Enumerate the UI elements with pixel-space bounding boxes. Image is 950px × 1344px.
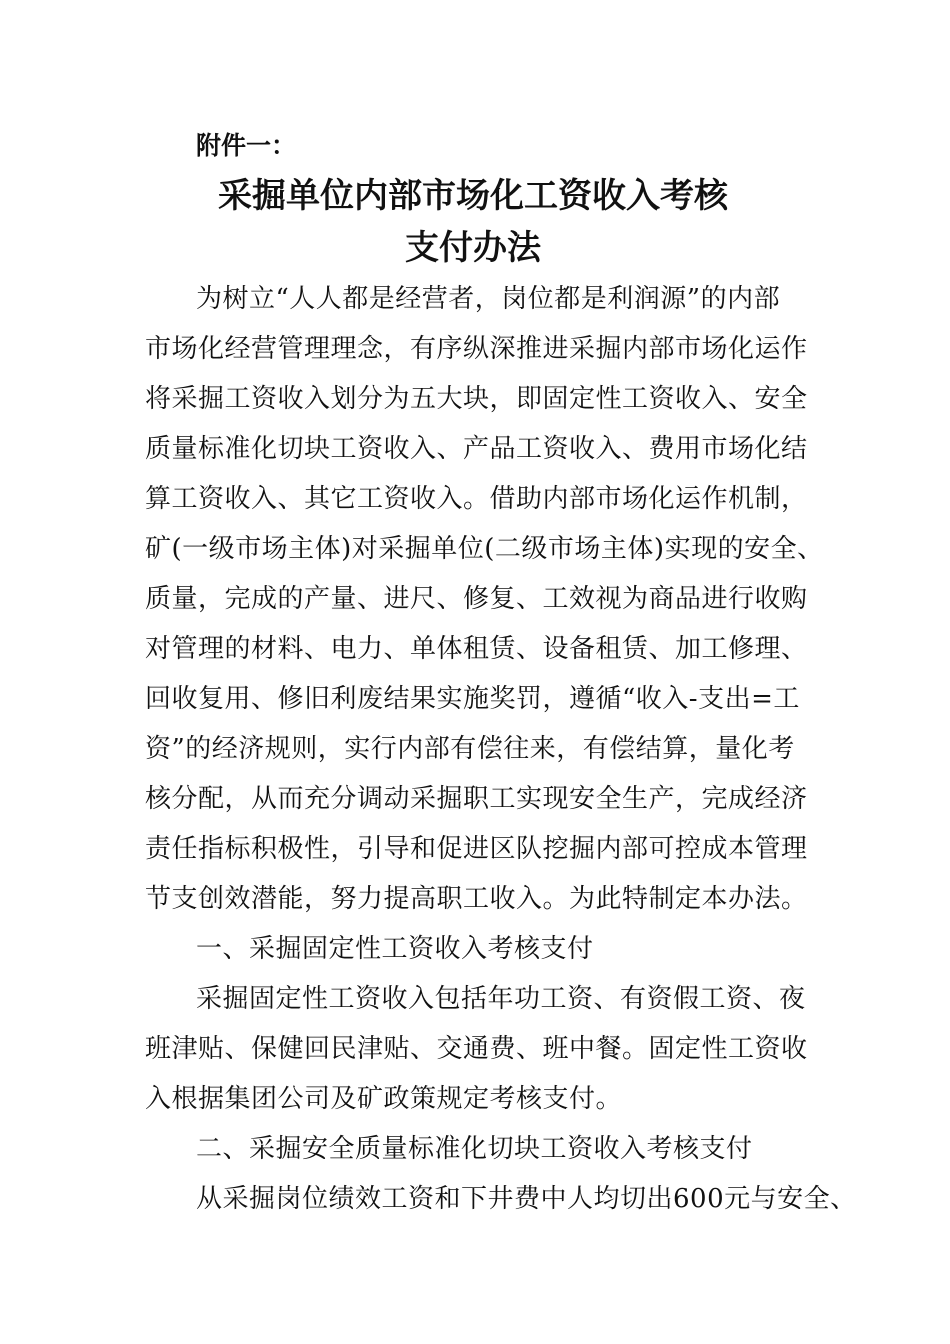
body-line-8: 对管理的材料、电力、单体租赁、设备租赁、加工修理、: [145, 634, 808, 664]
body-line-2: 市场化经营管理理念，有序纵深推进采掘内部市场化运作: [145, 334, 808, 364]
body-line-10: 资”的经济规则，实行内部有偿往来，有偿结算，量化考: [145, 734, 795, 764]
body-line-1: 为树立“人人都是经营者，岗位都是利润源”的内部: [196, 284, 781, 314]
document-title-line-1: 采掘单位内部市场化工资收入考核: [218, 176, 728, 216]
body-line-3: 将采掘工资收入划分为五大块，即固定性工资收入、安全: [145, 384, 808, 414]
section-heading-2: 二、采掘安全质量标准化切块工资收入考核支付: [196, 1134, 753, 1164]
document-title-line-2: 支付办法: [405, 228, 541, 268]
body-line-6: 矿(一级市场主体)对采掘单位(二级市场主体)实现的安全、: [145, 534, 824, 564]
body-line-17: 入根据集团公司及矿政策规定考核支付。: [145, 1084, 623, 1114]
body-line-9: 回收复用、修旧利废结果实施奖罚，遵循“收入-支出=工: [145, 684, 800, 714]
body-line-7: 质量，完成的产量、进尺、修复、工效视为商品进行收购: [145, 584, 808, 614]
section-heading-1: 一、采掘固定性工资收入考核支付: [196, 934, 594, 964]
attachment-label: 附件一：: [196, 131, 297, 160]
body-line-16: 班津贴、保健回民津贴、交通费、班中餐。固定性工资收: [145, 1034, 808, 1064]
body-line-19: 从采掘岗位绩效工资和下井费中人均切出600元与安全、: [196, 1184, 857, 1214]
body-line-13: 节支创效潜能，努力提高职工收入。为此特制定本办法。: [145, 884, 808, 914]
body-line-15: 采掘固定性工资收入包括年功工资、有资假工资、夜: [196, 984, 806, 1014]
body-line-4: 质量标准化切块工资收入、产品工资收入、费用市场化结: [145, 434, 808, 464]
body-line-11: 核分配，从而充分调动采掘职工实现安全生产，完成经济: [145, 784, 808, 814]
body-line-5: 算工资收入、其它工资收入。借助内部市场化运作机制，: [145, 484, 808, 514]
body-line-12: 责任指标积极性，引导和促进区队挖掘内部可控成本管理: [145, 834, 808, 864]
